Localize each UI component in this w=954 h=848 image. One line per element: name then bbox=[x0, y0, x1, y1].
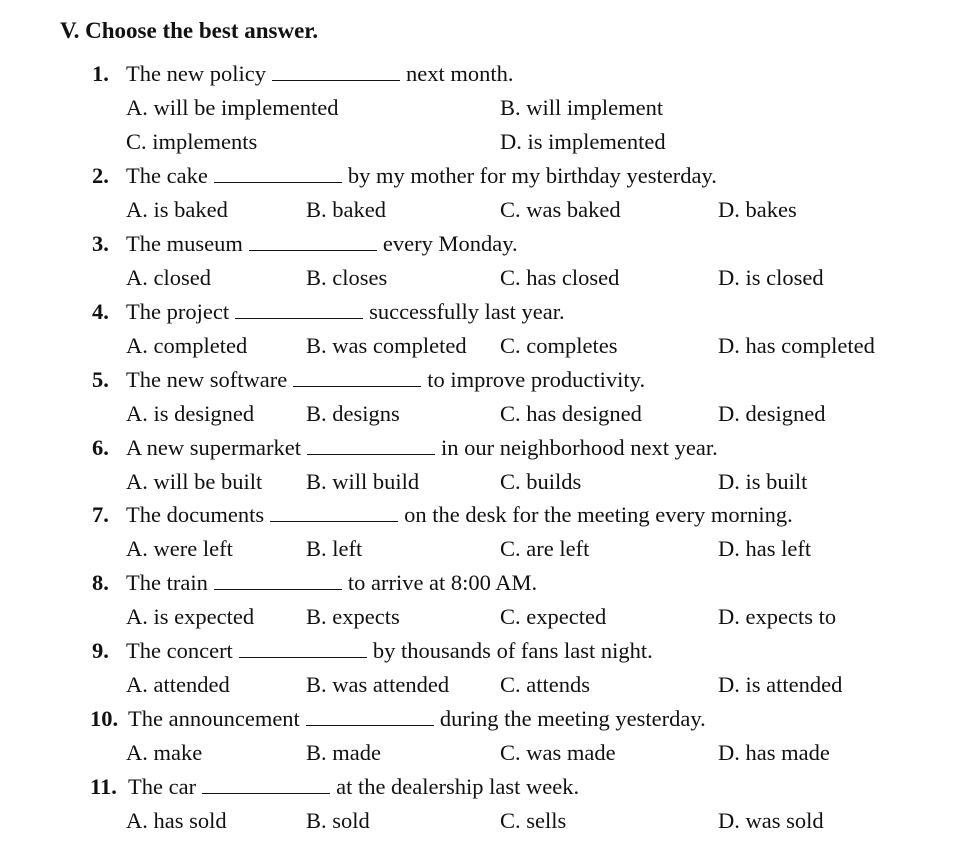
question-11 bbox=[0, 772, 954, 802]
answer-option[interactable]: C. completes bbox=[500, 333, 618, 358]
answer-option[interactable]: B. baked bbox=[306, 197, 386, 222]
question-number: 8. bbox=[92, 570, 109, 595]
question-stem bbox=[126, 297, 565, 327]
answer-blank[interactable] bbox=[214, 571, 342, 590]
answer-option[interactable]: C. expected bbox=[500, 604, 607, 629]
answer-blank[interactable] bbox=[239, 639, 367, 658]
question-8 bbox=[0, 568, 954, 598]
answer-option[interactable]: D. has left bbox=[718, 536, 812, 561]
answer-option[interactable]: D. expects to bbox=[718, 604, 837, 629]
stem-after-blank: to improve productivity. bbox=[427, 367, 646, 392]
question-5 bbox=[0, 365, 954, 395]
question-number: 11. bbox=[90, 774, 117, 799]
stem-before-blank: The project bbox=[126, 299, 230, 324]
answer-option[interactable]: C. has designed bbox=[500, 401, 642, 426]
answer-option[interactable]: B. expects bbox=[306, 604, 400, 629]
question-number: 10. bbox=[90, 706, 119, 731]
answer-blank[interactable] bbox=[306, 707, 434, 726]
stem-after-blank: in our neighborhood next year. bbox=[440, 435, 718, 460]
question-stem bbox=[128, 772, 579, 802]
answer-blank[interactable] bbox=[249, 232, 377, 251]
stem-before-blank: The new policy bbox=[126, 61, 266, 86]
question-number: 1. bbox=[92, 61, 109, 86]
answer-option[interactable]: C. are left bbox=[500, 536, 590, 561]
answer-option[interactable]: A. has sold bbox=[126, 808, 227, 833]
answer-option[interactable]: D. is implemented bbox=[500, 129, 666, 154]
answer-blank[interactable] bbox=[235, 300, 363, 319]
answer-option[interactable]: C. was made bbox=[500, 740, 616, 765]
answer-option[interactable]: A. were left bbox=[126, 536, 233, 561]
answer-option[interactable]: A. will be built bbox=[126, 469, 263, 494]
question-stem bbox=[126, 161, 717, 191]
stem-after-blank: during the meeting yesterday. bbox=[439, 706, 706, 731]
answer-option[interactable]: A. is designed bbox=[126, 401, 255, 426]
question-stem bbox=[126, 500, 793, 530]
answer-option[interactable]: D. designed bbox=[718, 401, 826, 426]
question-2 bbox=[0, 161, 954, 191]
question-number: 3. bbox=[92, 231, 109, 256]
answer-option[interactable]: B. designs bbox=[306, 401, 400, 426]
answer-blank[interactable] bbox=[270, 503, 398, 522]
answer-blank[interactable] bbox=[293, 368, 421, 387]
question-stem bbox=[128, 704, 706, 734]
answer-option[interactable]: A. attended bbox=[126, 672, 230, 697]
section-title: V. Choose the best answer. bbox=[60, 18, 319, 43]
stem-before-blank: The car bbox=[128, 774, 197, 799]
question-stem bbox=[126, 568, 537, 598]
stem-after-blank: successfully last year. bbox=[369, 299, 565, 324]
stem-after-blank: to arrive at 8:00 AM. bbox=[347, 570, 538, 595]
answer-option[interactable]: D. has made bbox=[718, 740, 830, 765]
answer-option[interactable]: B. made bbox=[306, 740, 381, 765]
answer-option[interactable]: C. implements bbox=[126, 129, 258, 154]
answer-option[interactable]: A. is baked bbox=[126, 197, 228, 222]
answer-option[interactable]: B. will build bbox=[306, 469, 420, 494]
question-number: 5. bbox=[92, 367, 109, 392]
stem-before-blank: The train bbox=[126, 570, 208, 595]
answer-option[interactable]: A. make bbox=[126, 740, 203, 765]
question-7 bbox=[0, 500, 954, 530]
answer-option[interactable]: C. attends bbox=[500, 672, 590, 697]
answer-blank[interactable] bbox=[307, 436, 435, 455]
answer-option[interactable]: A. will be implemented bbox=[126, 95, 339, 120]
answer-option[interactable]: C. builds bbox=[500, 469, 582, 494]
answer-option[interactable]: C. has closed bbox=[500, 265, 620, 290]
stem-before-blank: The cake bbox=[126, 163, 208, 188]
stem-after-blank: next month. bbox=[405, 61, 514, 86]
answer-option[interactable]: B. left bbox=[306, 536, 363, 561]
question-stem bbox=[126, 433, 718, 463]
answer-blank[interactable] bbox=[272, 62, 400, 81]
answer-option[interactable]: D. is attended bbox=[718, 672, 843, 697]
answer-option[interactable]: D. has completed bbox=[718, 333, 875, 358]
question-stem bbox=[126, 365, 645, 395]
question-number: 6. bbox=[92, 435, 109, 460]
answer-option[interactable]: D. was sold bbox=[718, 808, 824, 833]
stem-after-blank: by thousands of fans last night. bbox=[372, 638, 653, 663]
answer-option[interactable]: D. is closed bbox=[718, 265, 824, 290]
answer-option[interactable]: B. closes bbox=[306, 265, 388, 290]
question-stem bbox=[126, 59, 513, 89]
question-number: 2. bbox=[92, 163, 109, 188]
answer-blank[interactable] bbox=[202, 775, 330, 794]
answer-option[interactable]: D. is built bbox=[718, 469, 808, 494]
answer-blank[interactable] bbox=[214, 164, 342, 183]
answer-option[interactable]: A. closed bbox=[126, 265, 211, 290]
answer-option[interactable]: D. bakes bbox=[718, 197, 797, 222]
stem-before-blank: The museum bbox=[126, 231, 243, 256]
answer-option[interactable]: B. will implement bbox=[500, 95, 664, 120]
stem-before-blank: The concert bbox=[126, 638, 233, 663]
answer-option[interactable]: B. was attended bbox=[306, 672, 450, 697]
question-6 bbox=[0, 433, 954, 463]
stem-after-blank: every Monday. bbox=[382, 231, 518, 256]
stem-after-blank: by my mother for my birthday yesterday. bbox=[347, 163, 717, 188]
question-stem bbox=[126, 636, 653, 666]
question-4 bbox=[0, 297, 954, 327]
question-number: 7. bbox=[92, 502, 109, 527]
answer-option[interactable]: A. completed bbox=[126, 333, 248, 358]
question-stem bbox=[126, 229, 518, 259]
answer-option[interactable]: B. was completed bbox=[306, 333, 467, 358]
question-number: 4. bbox=[92, 299, 109, 324]
question-3 bbox=[0, 229, 954, 259]
answer-option[interactable]: C. sells bbox=[500, 808, 567, 833]
question-number: 9. bbox=[92, 638, 109, 663]
stem-after-blank: on the desk for the meeting every morning. bbox=[404, 502, 793, 527]
answer-option[interactable]: C. was baked bbox=[500, 197, 621, 222]
question-10 bbox=[0, 704, 954, 734]
stem-before-blank: The documents bbox=[126, 502, 265, 527]
question-9 bbox=[0, 636, 954, 666]
stem-before-blank: The announcement bbox=[128, 706, 300, 731]
answer-option[interactable]: A. is expected bbox=[126, 604, 255, 629]
stem-before-blank: A new supermarket bbox=[126, 435, 301, 460]
answer-option[interactable]: B. sold bbox=[306, 808, 370, 833]
question-1 bbox=[0, 59, 954, 89]
stem-before-blank: The new software bbox=[126, 367, 288, 392]
stem-after-blank: at the dealership last week. bbox=[336, 774, 580, 799]
